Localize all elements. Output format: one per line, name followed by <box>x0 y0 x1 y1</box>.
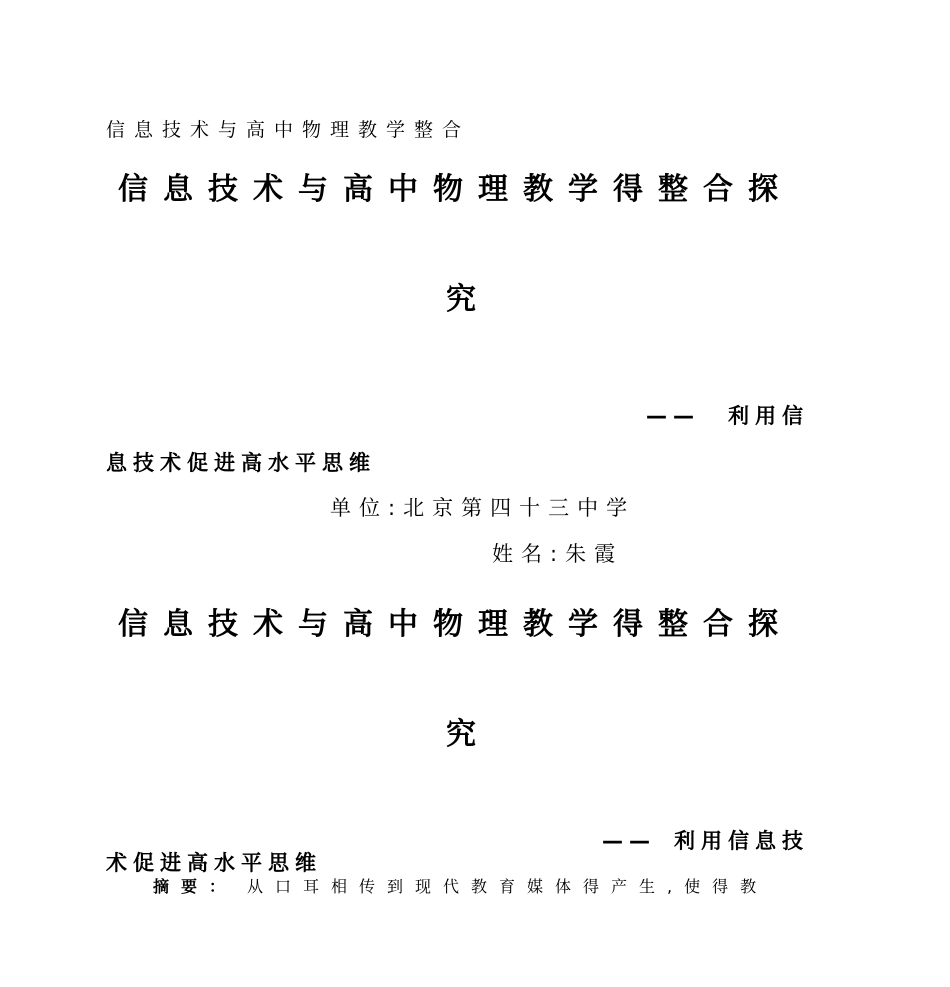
repeat-subtitle-dash: —— <box>602 829 656 853</box>
repeat-subtitle-text: 利用信息技 <box>674 829 809 853</box>
title-line-2: 究 <box>446 282 476 317</box>
abstract-line <box>153 879 768 895</box>
repeat-subtitle-line-1 <box>602 831 809 852</box>
repeat-title-line-1: 信息技术与高中物理教学得整合探 <box>118 607 793 642</box>
author-name: 姓名:朱霞 <box>492 542 624 566</box>
title-line-1: 信息技术与高中物理教学得整合探 <box>118 172 793 207</box>
author-unit: 单位:北京第四十三中学 <box>330 496 636 520</box>
subtitle-text: 利用信 <box>728 404 809 428</box>
running-header: 信息技术与高中物理教学整合 <box>106 119 471 141</box>
subtitle-line-1 <box>646 406 809 427</box>
repeat-subtitle-line-2: 术促进高水平思维 <box>106 851 322 875</box>
abstract-text: 从口耳相传到现代教育媒体得产生,使得教 <box>247 877 769 896</box>
abstract-label: 摘要： <box>153 877 238 896</box>
repeat-title-line-2: 究 <box>446 717 476 752</box>
subtitle-line-2: 息技术促进高水平思维 <box>106 451 376 475</box>
subtitle-dash: —— <box>646 404 700 428</box>
